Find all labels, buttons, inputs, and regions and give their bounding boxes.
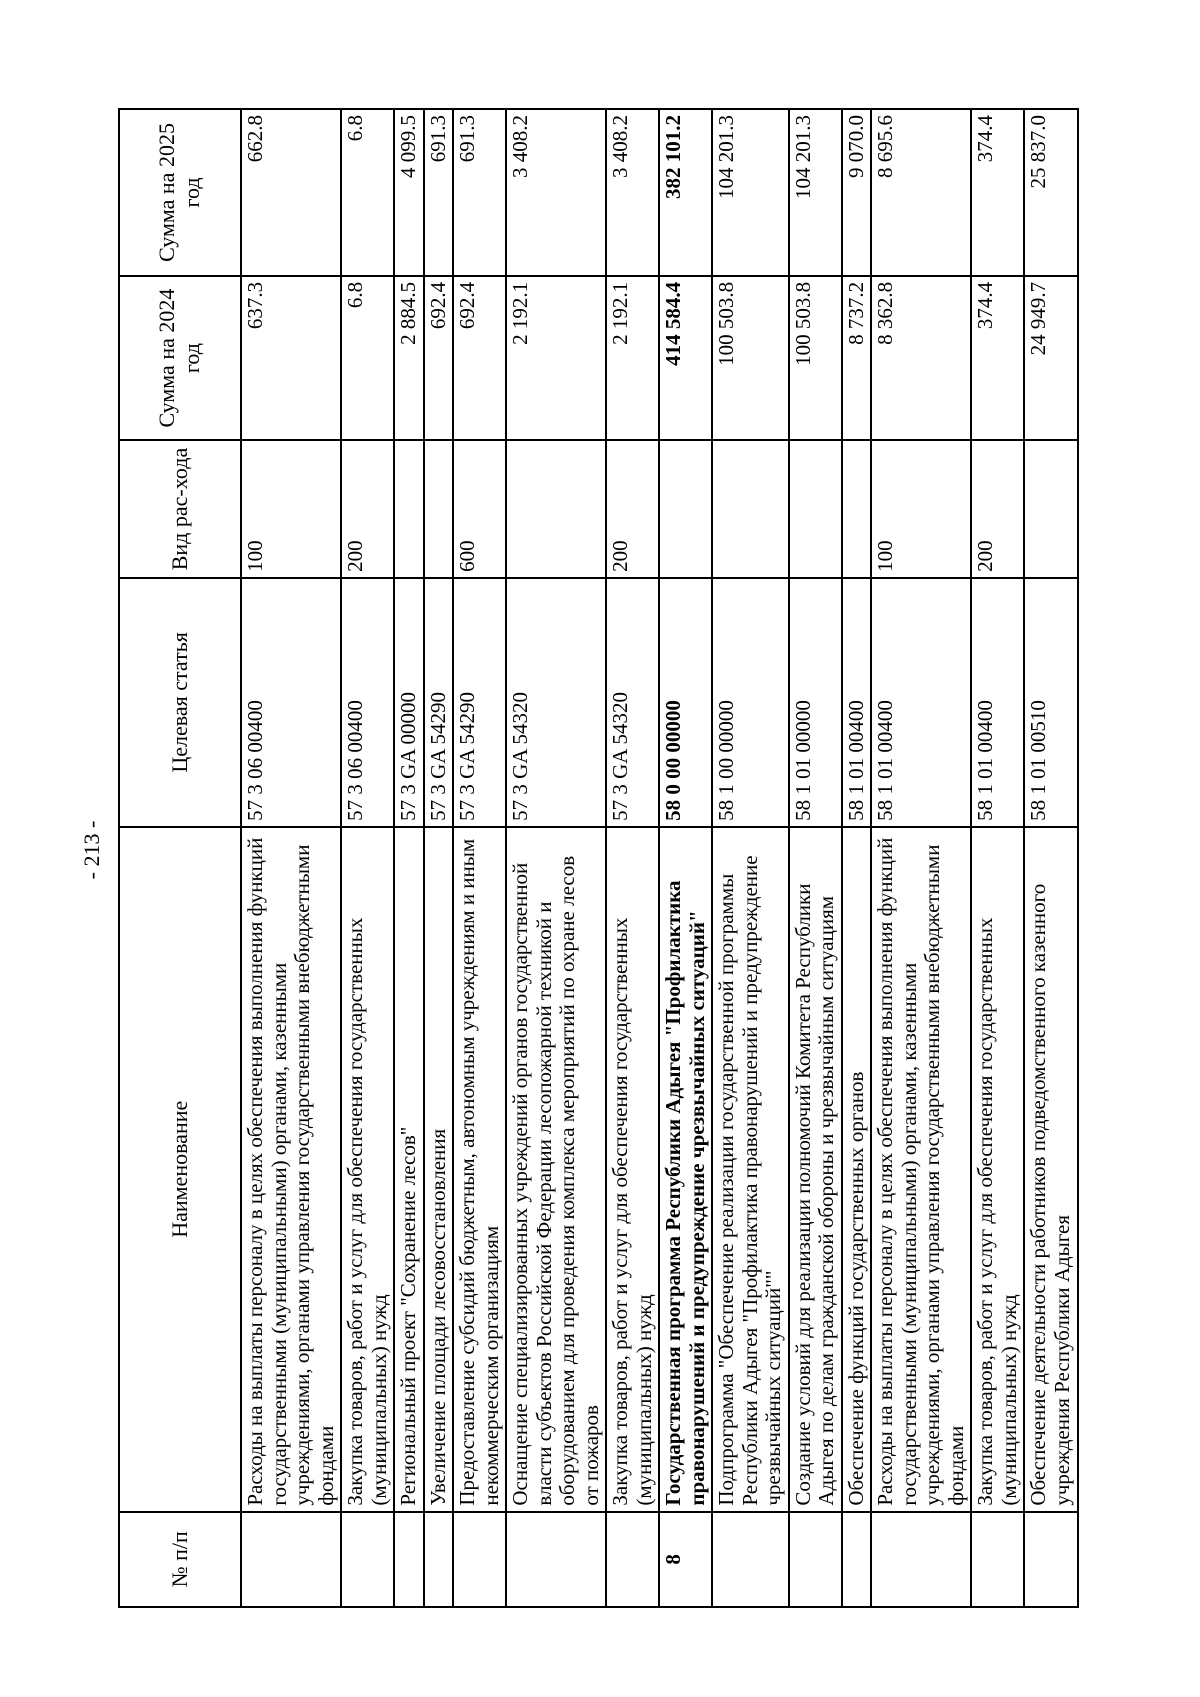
row-code: 57 3 GA 54320: [606, 578, 659, 827]
row-sum-2024: 374.4: [971, 276, 1024, 440]
row-name: Закупка товаров, работ и услуг для обеспечения государственных (муниципальных) нужд: [606, 827, 659, 1512]
row-num: [1024, 1512, 1077, 1607]
row-sum-2025: 374.4: [971, 109, 1024, 276]
row-sum-2024: 6.8: [341, 276, 394, 440]
table-row: [453, 109, 506, 1607]
row-type: [394, 440, 424, 578]
row-num: [789, 1512, 842, 1607]
row-name: Подпрограмма "Обеспечение реализации государственной программы Республики Адыгея "Профилактика правонарушений и предупреждение чрезвычайных ситуаций"": [712, 827, 789, 1512]
row-code: 58 1 01 00400: [871, 578, 971, 827]
row-sum-2024: 24 949.7: [1024, 276, 1077, 440]
row-sum-2024: 414 584.4: [659, 276, 712, 440]
row-num: [842, 1512, 872, 1607]
row-code: 58 1 01 00510: [1024, 578, 1077, 827]
row-type: [659, 440, 712, 578]
row-type: 100: [241, 440, 341, 578]
row-type: [712, 440, 789, 578]
row-type: [424, 440, 454, 578]
table-row: [971, 109, 1024, 1607]
row-code: 58 1 01 00400: [971, 578, 1024, 827]
row-type: [506, 440, 606, 578]
row-sum-2025: 9 070.0: [842, 109, 872, 276]
header-num: № п/п: [119, 1512, 241, 1607]
row-num: [506, 1512, 606, 1607]
row-code: 58 1 01 00400: [842, 578, 872, 827]
table-row: [394, 109, 424, 1607]
table-header-row: [119, 109, 241, 1607]
row-code: 57 3 06 00400: [241, 578, 341, 827]
row-type: 200: [971, 440, 1024, 578]
row-name: Закупка товаров, работ и услуг для обеспечения государственных (муниципальных) нужд: [341, 827, 394, 1512]
row-name: Предоставление субсидий бюджетным, автономным учреждениям и иным некоммерческим организациям: [453, 827, 506, 1512]
table-row: [842, 109, 872, 1607]
header-code: Целевая статья: [119, 578, 241, 827]
row-num: [241, 1512, 341, 1607]
row-code: 57 3 GA 54320: [506, 578, 606, 827]
row-code: 57 3 GA 00000: [394, 578, 424, 827]
table-row: [241, 109, 341, 1607]
row-sum-2025: 3 408.2: [606, 109, 659, 276]
row-name: Расходы на выплаты персоналу в целях обеспечения выполнения функций государственными (муниципальными) органами, казенными учреждениями, органами управления государственными внебюджетными фондами: [871, 827, 971, 1512]
row-sum-2024: 2 884.5: [394, 276, 424, 440]
row-code: 57 3 GA 54290: [453, 578, 506, 827]
row-num: [341, 1512, 394, 1607]
row-sum-2025: 662.8: [241, 109, 341, 276]
table-row: [606, 109, 659, 1607]
row-name: Закупка товаров, работ и услуг для обеспечения государственных (муниципальных) нужд: [971, 827, 1024, 1512]
row-num: [394, 1512, 424, 1607]
row-sum-2025: 104 201.3: [789, 109, 842, 276]
page-number: - 213 -: [79, 820, 104, 880]
row-sum-2024: 100 503.8: [712, 276, 789, 440]
table-row: [341, 109, 394, 1607]
row-sum-2025: 691.3: [424, 109, 454, 276]
row-num: [971, 1512, 1024, 1607]
table-row: [506, 109, 606, 1607]
row-type: 100: [871, 440, 971, 578]
row-sum-2025: 25 837.0: [1024, 109, 1077, 276]
row-type: 200: [341, 440, 394, 578]
header-type: Вид рас-хода: [119, 440, 241, 578]
row-num: [453, 1512, 506, 1607]
row-name: Обеспечение функций государственных органов: [842, 827, 872, 1512]
header-name: Наименование: [119, 827, 241, 1512]
row-name: Создание условий для реализации полномочий Комитета Республики Адыгея по делам гражданской обороны и чрезвычайным ситуациям: [789, 827, 842, 1512]
budget-table: [118, 108, 1079, 1608]
row-num: [424, 1512, 454, 1607]
row-type: [842, 440, 872, 578]
row-sum-2024: 8 737.2: [842, 276, 872, 440]
row-sum-2025: 8 695.6: [871, 109, 971, 276]
row-sum-2025: 6.8: [341, 109, 394, 276]
row-code: 58 1 00 00000: [712, 578, 789, 827]
row-type: 200: [606, 440, 659, 578]
table-row: [871, 109, 971, 1607]
header-sum-2024: Сумма на 2024 год: [119, 276, 241, 440]
budget-table-sheet: [118, 108, 1078, 1608]
row-type: [789, 440, 842, 578]
row-num: 8: [659, 1512, 712, 1607]
header-sum-2025: Сумма на 2025 год: [119, 109, 241, 276]
row-sum-2024: 8 362.8: [871, 276, 971, 440]
row-name: Обеспечение деятельности работников подведомственного казенного учреждения Республики Адыгея: [1024, 827, 1077, 1512]
table-row: [424, 109, 454, 1607]
table-row: [789, 109, 842, 1607]
row-type: 600: [453, 440, 506, 578]
row-sum-2025: 104 201.3: [712, 109, 789, 276]
table-row-program: [659, 109, 712, 1607]
row-sum-2024: 2 192.1: [506, 276, 606, 440]
row-type: [1024, 440, 1077, 578]
row-sum-2024: 100 503.8: [789, 276, 842, 440]
row-name: Государственная программа Республики Адыгея "Профилактика правонарушений и предупреждение чрезвычайных ситуаций": [659, 827, 712, 1512]
row-num: [871, 1512, 971, 1607]
row-sum-2024: 637.3: [241, 276, 341, 440]
row-sum-2025: 4 099.5: [394, 109, 424, 276]
row-code: 57 3 06 00400: [341, 578, 394, 827]
row-sum-2024: 692.4: [453, 276, 506, 440]
row-name: Оснащение специализированных учреждений органов государственной власти субъектов Российской Федерации лесопожарной техникой и оборудованием для проведения комплекса мероприятий по охране лесов от пожаров: [506, 827, 606, 1512]
row-num: [712, 1512, 789, 1607]
row-name: Увеличение площади лесовосстановления: [424, 827, 454, 1512]
row-sum-2024: 692.4: [424, 276, 454, 440]
row-code: 58 1 01 00000: [789, 578, 842, 827]
row-sum-2024: 2 192.1: [606, 276, 659, 440]
row-name: Региональный проект "Сохранение лесов": [394, 827, 424, 1512]
row-sum-2025: 382 101.2: [659, 109, 712, 276]
row-sum-2025: 691.3: [453, 109, 506, 276]
row-sum-2025: 3 408.2: [506, 109, 606, 276]
table-row: [1024, 109, 1077, 1607]
row-num: [606, 1512, 659, 1607]
table-row: [712, 109, 789, 1607]
row-name: Расходы на выплаты персоналу в целях обеспечения выполнения функций государственными (муниципальными) органами, казенными учреждениями, органами управления государственными внебюджетными фондами: [241, 827, 341, 1512]
row-code: 58 0 00 00000: [659, 578, 712, 827]
row-code: 57 3 GA 54290: [424, 578, 454, 827]
